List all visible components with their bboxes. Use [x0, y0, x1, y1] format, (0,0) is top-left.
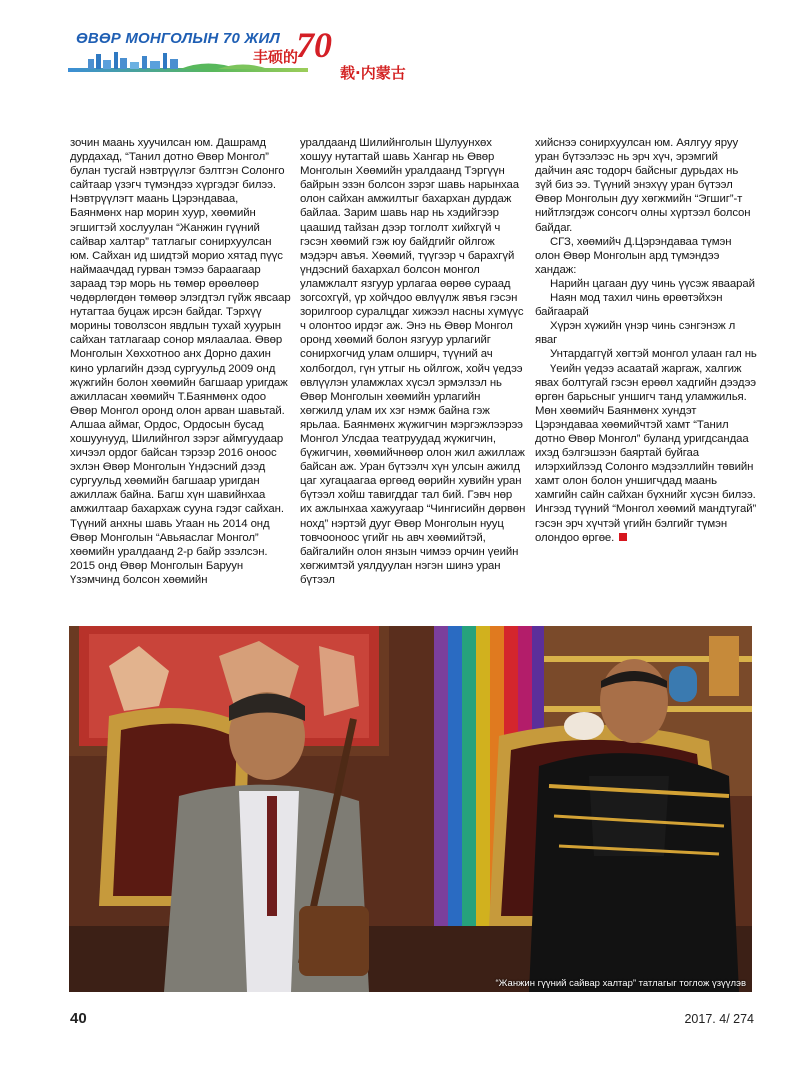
article-paragraph: хийснээ сонирхуулсан юм. Аялгуу яруу уран бүтээлээс нь эрч хүч, эрэмгий дайчин аяс тодорч байсныг дурьдах нь зүй биз ээ. Түүний энэхүү уран бүтээл Өвөр Монголын дуу хөгжмийн “Эгшиг”-т нийтлэгдэж сонсогч олны хүртээл болсон байдаг.	[535, 137, 751, 234]
article-column-1	[70, 136, 292, 587]
photo-illustration	[69, 626, 752, 992]
banner-title: ӨВӨР МОНГОЛЫН 70 ЖИЛ	[76, 30, 280, 47]
article-paragraph: СГЗ, хөөмийч Д.Цэрэндаваа түмэн олон Өвөр Монголын ард түмэндээ хандаж:	[535, 235, 732, 276]
header-banner	[68, 22, 406, 84]
article-photo	[69, 626, 752, 992]
closing-text: Үеийн үедээ асаатай жаргаж, халгиж явах болтугай гэсэн ерөөл хадгийн дээдээ өргөн барьсныг уншигч танд уламжилья. Мөн хөөмийч Баянмөнх хундэт Цэрэндаваа хөөмийчтэй хамт “Танил дотно Өвөр Монгол” буланд уригдсандаа ихэд бэлгэшээн баяртай буйгаа илэрхийлээд Солонго мэдээллийн төвийн хамт олон болон уншигчдад маань хамгийн сайн сайхан бүхнийг хүсэн билээ. Ингээд түүний “Монгол хөөмий мандтугай” гэсэн эрч хүчтэй үгийн бэлгийг түмэн олондоо өргөе.	[535, 362, 757, 544]
poem-line: Хүрэн хүжийн үнэр чинь сэнгэнэж л яваг	[535, 320, 736, 347]
page-number: 40	[70, 1010, 87, 1027]
photo-caption: “Жанжин гүүний сайвар халтар” татлагыг тоглож үзүүлэв	[495, 978, 746, 989]
article-column-3	[535, 136, 757, 545]
banner-chinese-right: 载·内蒙古	[340, 64, 406, 82]
poem-line: Нарийн цагаан дуу чинь үүсэж яваарай	[550, 277, 755, 290]
banner-chinese-left: 丰硕的	[253, 48, 299, 66]
poem-line: Наян мод тахил чинь өрөөтэйхэн байгаарай	[535, 292, 723, 319]
end-of-article-mark	[619, 533, 627, 541]
banner-70-logo: 70	[296, 25, 332, 65]
article-column-2	[300, 136, 526, 587]
poem-line: Унтардаггүй хөгтэй монгол улаан гал нь	[550, 348, 757, 361]
article-paragraph: зочин маань хуучилсан юм. Дашрамд дурдахад, “Танил дотно Өвөр Монгол” булан тусгай нэвтрүүлэг бэлтгэн Солонго сайтаар үзэгч түмэндээ хүргэдэг билээ. Нэвтрүүлэгт маань Цэрэндаваа, Баянмөнх нар морин хуур, хөөмийн эгшигтэй хослуулан “Жанжин гүүний сайвар халтар” татлагыг сонирхуулсан юм. Сайхан ид шидтэй морио хятад пүүс наймаачдад гурван тэмээ бараагаар зараад тэр морь нь төмөр өрөөлөөр чөдөрлөгдөн төмөөр элэгдтэл гүйж явсаар нутагтаа буцаж ирсэн байдаг. Тэрхүү морины товолзсон явдлын тухай хуурын сайхан татлагаар сонор мялаалаа. Өвөр Монголын Хөххотноо анх Дорно дахин кино урлагийн дээд сургуульд 2009 онд жүжгийн болон хөөмийн багшаар уригдаж ажилласан хөөмийч Т.Баянмөнх одоо Өвөр Монгол оронд олон арван шавьтай. Алшаа аймаг, Ордос, Ордосын бусад хошуунууд, Шилийнгол зэрэг аймгуудаар хичээл ордог байсан тэрээр 2016 оноос эхлэн Өвөр Монголын Үндэсний дээд сургуульд хөөмийн багшаар уригдан ажиллаж байна. Багш хүн шавийнхаа амжилтаар бахархаж сууна гэдэг сайхан. Түүний анхны шавь Угаан нь 2014 онд Өвөр Монголын “Авьяаслаг Монгол” хөөмийн уралдаанд 2-р байр эзэлсэн. 2015 онд Өвөр Монголын Баруун Үзэмчинд болсон хөөмийн	[70, 137, 291, 586]
article-paragraph	[535, 362, 757, 545]
article-paragraph: уралдаанд Шилийнголын Шулуунхөх хошуу нутагтай шавь Хангар нь Өвөр Монголын Хөөмийн уралдаанд Тэргүүн байрын эзэн болсон зэрэг шавь нарынхаа олон сайхан амжилтыг бахархан дурдаж байлаа. Зарим шавь нар нь хэдийгээр цаашид тайзан дээр тоглолт хийхгүй ч гэсэн хөөмий гэж юу байдгийг ойлгож мэдэрч авъя. Хөөмий, түүгээр ч барахгүй үндэсний бахархал болсон монгол уламжлалт язгуур урлагаа өөрөө сураад зогсохгүй, үр хойчдоо өвлүүлж явъя гэсэн зорилгоор суралцдаг хижээл насны хүмүүс ч олонтоо ирдэг аж. Энэ нь Өвөр Монгол оронд хөөмий болон язгуур урлагийг сонирхогчид улам олширч, түүний ач холбогдол, гүн утгыг нь ойлгож, хойч үедээ өвлүүлэн уламжлах хүсэл эрмэлзэл нь Өвөр Монголын хөөмийн урлагийн хөгжилд улам их хэг нэмж байна гэж ярьлаа. Баянмөнх жүжигчин мэргэжлээрээ Монгол Улсдаа театруудад жүжигчин, бүжигчин, хөөмийчнөөр олон жил ажиллаж байсан аж. Уран бүтээлч хүн улсын ажилд цаг хугацаагаа өргөөд өөрийн хувийн уран бүтээл хойш тавигддаг тал бий. Гэвч нөр их ажлынхаа хажуугаар “Чингисийн дөрвөн нохд” нэртэй дууг Өвөр Монголын нууц товчооноос үгийг нь авч хөөмийтэй, байгалийн олон янзын чимээ орчин үеийн хөгжимтэй уялдуулан нэгэн шинэ уран бүтээл	[300, 137, 526, 586]
issue-number: 2017. 4/ 274	[684, 1012, 754, 1026]
